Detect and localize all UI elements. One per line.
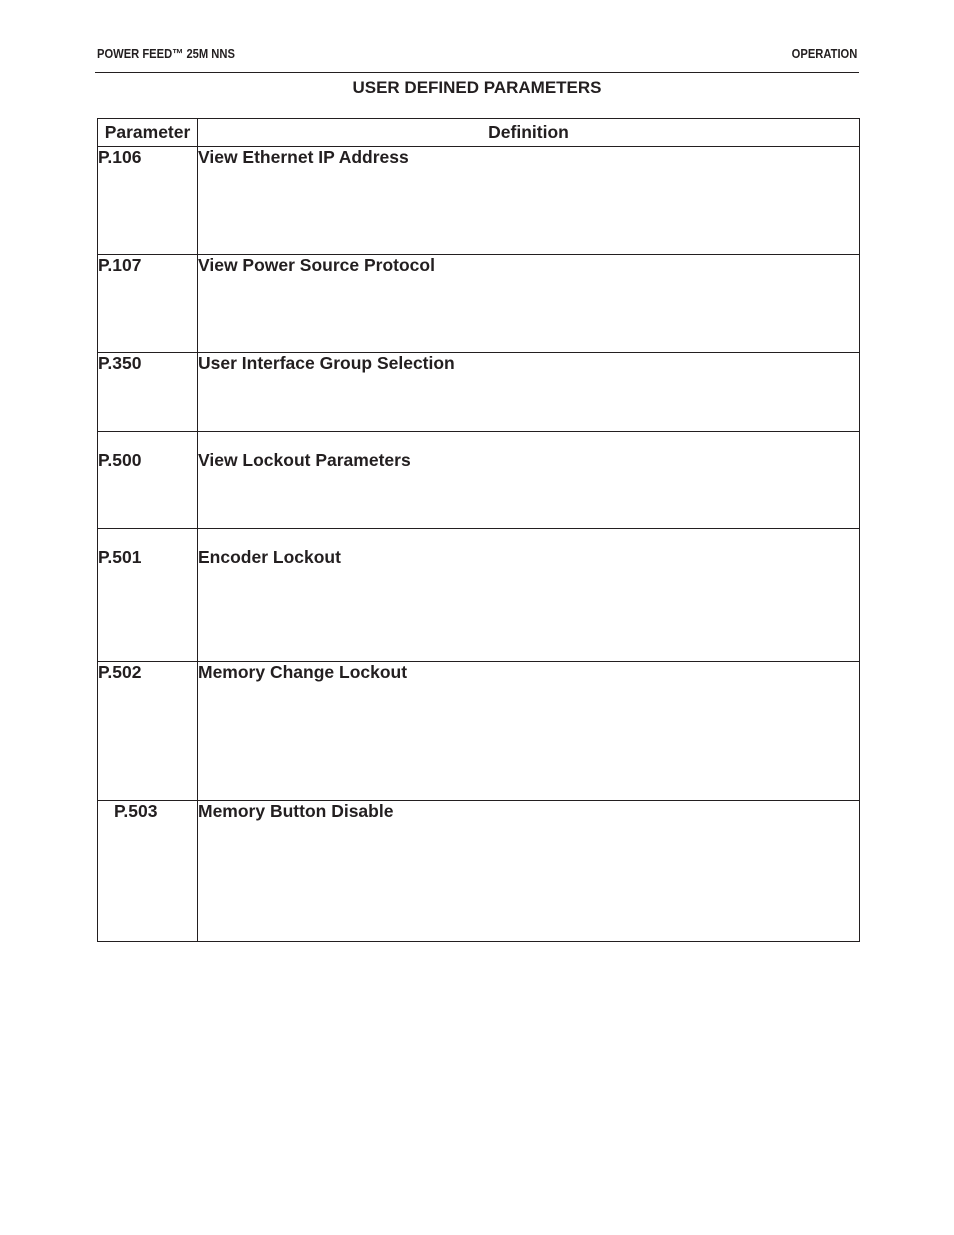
column-header-definition: Definition: [198, 119, 860, 147]
table-row: [98, 147, 860, 255]
parameter-definition: Encoder Lockout: [198, 529, 860, 662]
page-title: USER DEFINED PARAMETERS: [352, 78, 602, 97]
table-row: [98, 662, 860, 801]
column-header-parameter: Parameter: [98, 119, 198, 147]
table-row: [98, 255, 860, 353]
parameter-code: P.350: [98, 353, 198, 432]
parameters-table: [97, 118, 860, 942]
parameter-definition: User Interface Group Selection: [198, 353, 860, 432]
parameter-code: P.502: [98, 662, 198, 801]
header-divider: [95, 72, 859, 73]
parameter-definition: View Power Source Protocol: [198, 255, 860, 353]
header-product-name: POWER FEED™ 25M NNS: [97, 46, 235, 61]
table-row: [98, 801, 860, 942]
parameter-code: P.107: [98, 255, 198, 353]
parameter-definition: View Lockout Parameters: [198, 432, 860, 529]
table-row: [98, 353, 860, 432]
parameter-code: P.501: [98, 529, 198, 662]
parameter-code: P.500: [98, 432, 198, 529]
header-section-name: OPERATION: [791, 46, 857, 61]
table-header-row: [98, 119, 860, 147]
parameter-code: P.503: [98, 801, 198, 942]
parameter-definition: Memory Button Disable: [198, 801, 860, 942]
table-row: [98, 529, 860, 662]
parameter-definition: View Ethernet IP Address: [198, 147, 860, 255]
parameter-code: P.106: [98, 147, 198, 255]
parameter-definition: Memory Change Lockout: [198, 662, 860, 801]
table-row: [98, 432, 860, 529]
